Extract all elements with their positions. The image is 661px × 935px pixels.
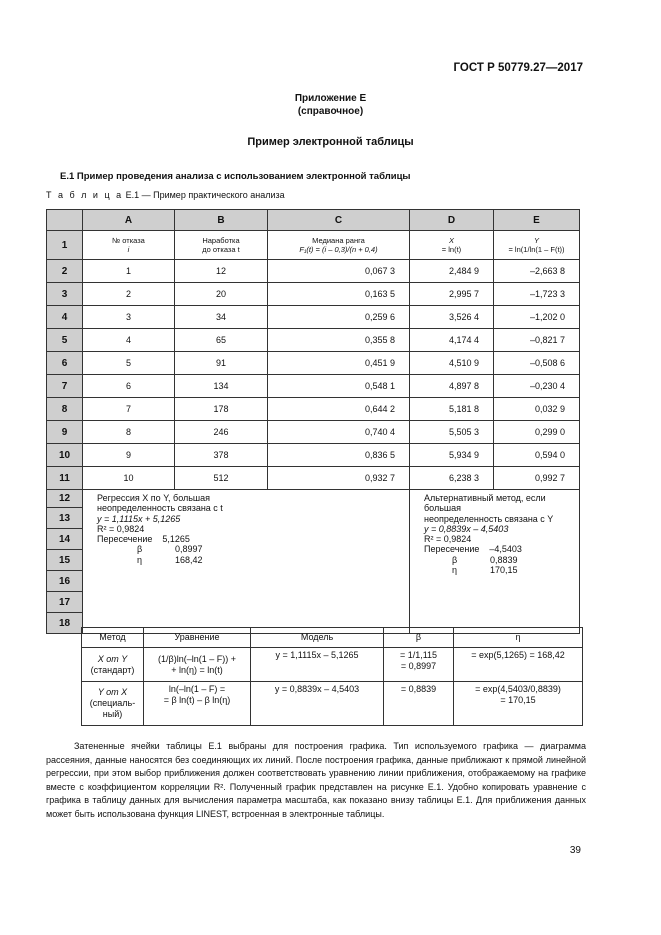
body-paragraph <box>46 740 586 821</box>
cell-b: 12 <box>175 260 268 283</box>
beta-cell <box>384 682 454 726</box>
table-caption-text: Е.1 — Пример практического анализа <box>123 190 285 200</box>
table-row <box>47 398 580 421</box>
table-header-row <box>47 231 580 260</box>
method-table <box>81 627 583 726</box>
row-header: 3 <box>47 283 83 306</box>
row-header: 6 <box>47 352 83 375</box>
method-cell <box>82 682 144 726</box>
row-header: 13 <box>47 508 83 529</box>
column-header-c: C <box>268 210 410 231</box>
cell-e: –0,821 7 <box>494 329 580 352</box>
equation-header: Уравнение <box>144 628 251 648</box>
cell-b: 91 <box>175 352 268 375</box>
reg-right-r2: R² = 0,9824 <box>424 534 472 545</box>
beta-cell <box>384 648 454 682</box>
reg-left-intercept <box>97 534 409 544</box>
cell-c: 0,740 4 <box>268 421 410 444</box>
reg-right-line2: неопределенность связана с Y <box>424 513 554 524</box>
cell-e: –2,663 8 <box>494 260 580 283</box>
cell-b: 178 <box>175 398 268 421</box>
reg-left-r2: R² = 0,9824 <box>97 523 145 534</box>
table-row <box>47 421 580 444</box>
equation-cell <box>144 648 251 682</box>
table-caption-prefix: Т а б л и ц а <box>46 190 124 200</box>
cell-a: 6 <box>83 375 175 398</box>
cell-e: –1,723 3 <box>494 283 580 306</box>
cell-a: 9 <box>83 444 175 467</box>
table-row <box>47 352 580 375</box>
section-heading: Е.1 Пример проведения анализа с использованием электронной таблицы <box>60 171 411 182</box>
reg-right-beta <box>424 555 579 565</box>
cell-d: 6,238 3 <box>410 467 494 490</box>
header-b-line2: до отказа t <box>202 245 240 254</box>
beta-value: 0,8839 <box>490 554 518 565</box>
regression-left-block <box>83 490 410 634</box>
cell-a: 4 <box>83 329 175 352</box>
cell-e: –0,230 4 <box>494 375 580 398</box>
page-number: 39 <box>569 845 581 856</box>
eta-value: 168,42 <box>175 554 203 565</box>
reg-left-beta <box>97 544 409 554</box>
cell-b: 378 <box>175 444 268 467</box>
column-header-b: B <box>175 210 268 231</box>
model-cell: y = 0,8839x – 4,5403 <box>251 682 384 726</box>
cell-c: 0,451 9 <box>268 352 410 375</box>
cell-d: 4,897 8 <box>410 375 494 398</box>
table-row <box>47 444 580 467</box>
eta-line1: = exp(5,1265) = 168,42 <box>471 650 565 660</box>
intercept-value: 5,1265 <box>162 534 190 545</box>
cell-d: 5,505 3 <box>410 421 494 444</box>
cell-e: 0,032 9 <box>494 398 580 421</box>
column-header-e: E <box>494 210 580 231</box>
cell-d: 3,526 4 <box>410 306 494 329</box>
intercept-value: –4,5403 <box>489 544 522 555</box>
reg-left-line1: Регрессия X по Y, большая <box>97 493 211 503</box>
row-header: 5 <box>47 329 83 352</box>
cell-e: –0,508 6 <box>494 352 580 375</box>
cell-c: 0,644 2 <box>268 398 410 421</box>
table-row <box>82 648 583 682</box>
row-header: 7 <box>47 375 83 398</box>
method-line2: (стандарт) <box>90 664 135 675</box>
eta-label: η <box>452 565 458 576</box>
cell-c: 0,067 3 <box>268 260 410 283</box>
cell-b: 246 <box>175 421 268 444</box>
model-header: Модель <box>251 628 384 648</box>
row-header: 1 <box>47 231 83 260</box>
row-header: 14 <box>47 529 83 550</box>
row-header: 17 <box>47 592 83 613</box>
reg-right-line1: Альтернативный метод, если большая <box>424 493 546 514</box>
beta-header: β <box>384 628 454 648</box>
cell-c: 0,548 1 <box>268 375 410 398</box>
data-rows <box>47 260 580 490</box>
corner-cell <box>47 210 83 231</box>
equation-cell <box>144 682 251 726</box>
table-row <box>47 375 580 398</box>
row-header: 9 <box>47 421 83 444</box>
reg-right-eta <box>424 565 579 575</box>
cell-d: 4,510 9 <box>410 352 494 375</box>
row-header: 8 <box>47 398 83 421</box>
header-cell-a <box>83 231 175 260</box>
eta-line1: = exp(4,5403/0,8839) <box>475 684 561 694</box>
header-cell-c <box>268 231 410 260</box>
spreadsheet-table <box>46 209 580 634</box>
method-header-row <box>82 628 583 648</box>
reg-left-equation: y = 1,1115x + 5,1265 <box>97 513 181 524</box>
standard-header: ГОСТ Р 50779.27—2017 <box>453 62 583 74</box>
cell-e: 0,992 7 <box>494 467 580 490</box>
row-header: 11 <box>47 467 83 490</box>
appendix-note: (справочное) <box>297 106 364 117</box>
row-header: 2 <box>47 260 83 283</box>
intercept-label: Пересечение <box>97 534 153 545</box>
beta-value: 0,8997 <box>175 544 203 555</box>
cell-a: 1 <box>83 260 175 283</box>
table-row <box>47 283 580 306</box>
row-header: 12 <box>47 490 83 508</box>
cell-c: 0,932 7 <box>268 467 410 490</box>
column-letter-row <box>47 210 580 231</box>
table-caption <box>46 190 285 200</box>
paragraph-text: Затененные ячейки таблицы Е.1 выбраны для построения графика. Тип используемого графика — диаграмма рассеяния, данные наносятся без соединяющих их линий. После построения графика, данные приближают к прямой линейной регрессии, при этом выбор приближения должен соответствовать уравнению линии приближения, отображаемому на графике вместе с коэффициентом корреляции R². Полученный график представлен на рисунке Е.1. Удобно копировать уравнение с графика в таблицу данных для вычисления параметра масштаба, как показано внизу таблицы Е.1. Для приближения данных может быть использована функция LINEST, встроенная в электронные таблицы. <box>46 741 586 819</box>
cell-b: 34 <box>175 306 268 329</box>
beta-label: β <box>452 554 458 565</box>
method-line1: Y от X <box>97 687 128 697</box>
appendix-title: Приложение Е <box>294 93 367 104</box>
method-line2: (специаль- <box>89 698 136 708</box>
cell-b: 20 <box>175 283 268 306</box>
row-header: 10 <box>47 444 83 467</box>
beta-line1: = 0,8839 <box>400 684 437 694</box>
header-d-line2: = ln(t) <box>441 245 462 254</box>
equation-line2: = β ln(t) – β ln(η) <box>163 695 231 705</box>
cell-a: 3 <box>83 306 175 329</box>
header-c-line2: F₁(t) = (i – 0,3)/(n + 0,4) <box>299 245 378 254</box>
table-row <box>47 329 580 352</box>
eta-line2: = 170,15 <box>500 695 536 705</box>
cell-a: 8 <box>83 421 175 444</box>
reg-left-eta <box>97 555 409 565</box>
cell-d: 4,174 4 <box>410 329 494 352</box>
table-row <box>47 306 580 329</box>
cell-b: 65 <box>175 329 268 352</box>
cell-d: 2,995 7 <box>410 283 494 306</box>
header-e-line2: = ln(1/ln(1 – F(t)) <box>508 245 565 254</box>
equation-line2: + ln(η) = ln(t) <box>171 664 223 675</box>
method-header: Метод <box>82 628 144 648</box>
cell-a: 7 <box>83 398 175 421</box>
cell-d: 5,934 9 <box>410 444 494 467</box>
table-row <box>47 467 580 490</box>
document-title: Пример электронной таблицы <box>247 136 414 148</box>
row-header: 15 <box>47 550 83 571</box>
header-a-line2: i <box>127 245 130 254</box>
header-c-line1: Медиана ранга <box>312 236 365 245</box>
regression-right-block <box>410 490 580 634</box>
equation-line1: ln(–ln(1 – F) = <box>168 684 226 694</box>
cell-a: 2 <box>83 283 175 306</box>
row-header: 16 <box>47 571 83 592</box>
cell-b: 134 <box>175 375 268 398</box>
method-cell <box>82 648 144 682</box>
cell-e: –1,202 0 <box>494 306 580 329</box>
column-header-a: A <box>83 210 175 231</box>
header-b-line1: Наработка <box>202 236 240 245</box>
reg-right-intercept <box>424 544 579 554</box>
method-line3: ный) <box>102 709 123 719</box>
row-header: 18 <box>47 613 83 634</box>
beta-label: β <box>137 544 143 555</box>
header-e-line1: Y <box>533 236 539 245</box>
column-header-d: D <box>410 210 494 231</box>
header-cell-b <box>175 231 268 260</box>
eta-value: 170,15 <box>490 565 518 576</box>
intercept-label: Пересечение <box>424 544 480 555</box>
cell-e: 0,594 0 <box>494 444 580 467</box>
eta-header: η <box>454 628 583 648</box>
header-a-line1: № отказа <box>112 236 145 245</box>
cell-d: 5,181 8 <box>410 398 494 421</box>
cell-c: 0,836 5 <box>268 444 410 467</box>
beta-line2: = 0,8997 <box>400 661 437 671</box>
table-row <box>47 490 580 508</box>
cell-d: 2,484 9 <box>410 260 494 283</box>
eta-cell <box>454 682 583 726</box>
table-row <box>47 260 580 283</box>
row-header: 4 <box>47 306 83 329</box>
cell-a: 10 <box>83 467 175 490</box>
cell-c: 0,163 5 <box>268 283 410 306</box>
table-row <box>82 682 583 726</box>
reg-left-line2: неопределенность связана с t <box>97 503 223 514</box>
beta-line1: = 1/1,115 <box>399 650 438 660</box>
eta-label: η <box>137 554 143 565</box>
header-cell-d <box>410 231 494 260</box>
cell-c: 0,259 6 <box>268 306 410 329</box>
header-cell-e <box>494 231 580 260</box>
model-cell: y = 1,1115x – 5,1265 <box>251 648 384 682</box>
equation-line1: (1/β)ln(–ln(1 – F)) + <box>158 653 236 664</box>
method-line1: X от Y <box>97 653 128 664</box>
reg-right-equation: y = 0,8839x – 4,5403 <box>424 523 509 534</box>
cell-e: 0,299 0 <box>494 421 580 444</box>
cell-b: 512 <box>175 467 268 490</box>
cell-c: 0,355 8 <box>268 329 410 352</box>
cell-a: 5 <box>83 352 175 375</box>
eta-cell <box>454 648 583 682</box>
appendix-heading <box>0 92 661 118</box>
header-d-line1: X <box>448 236 454 245</box>
